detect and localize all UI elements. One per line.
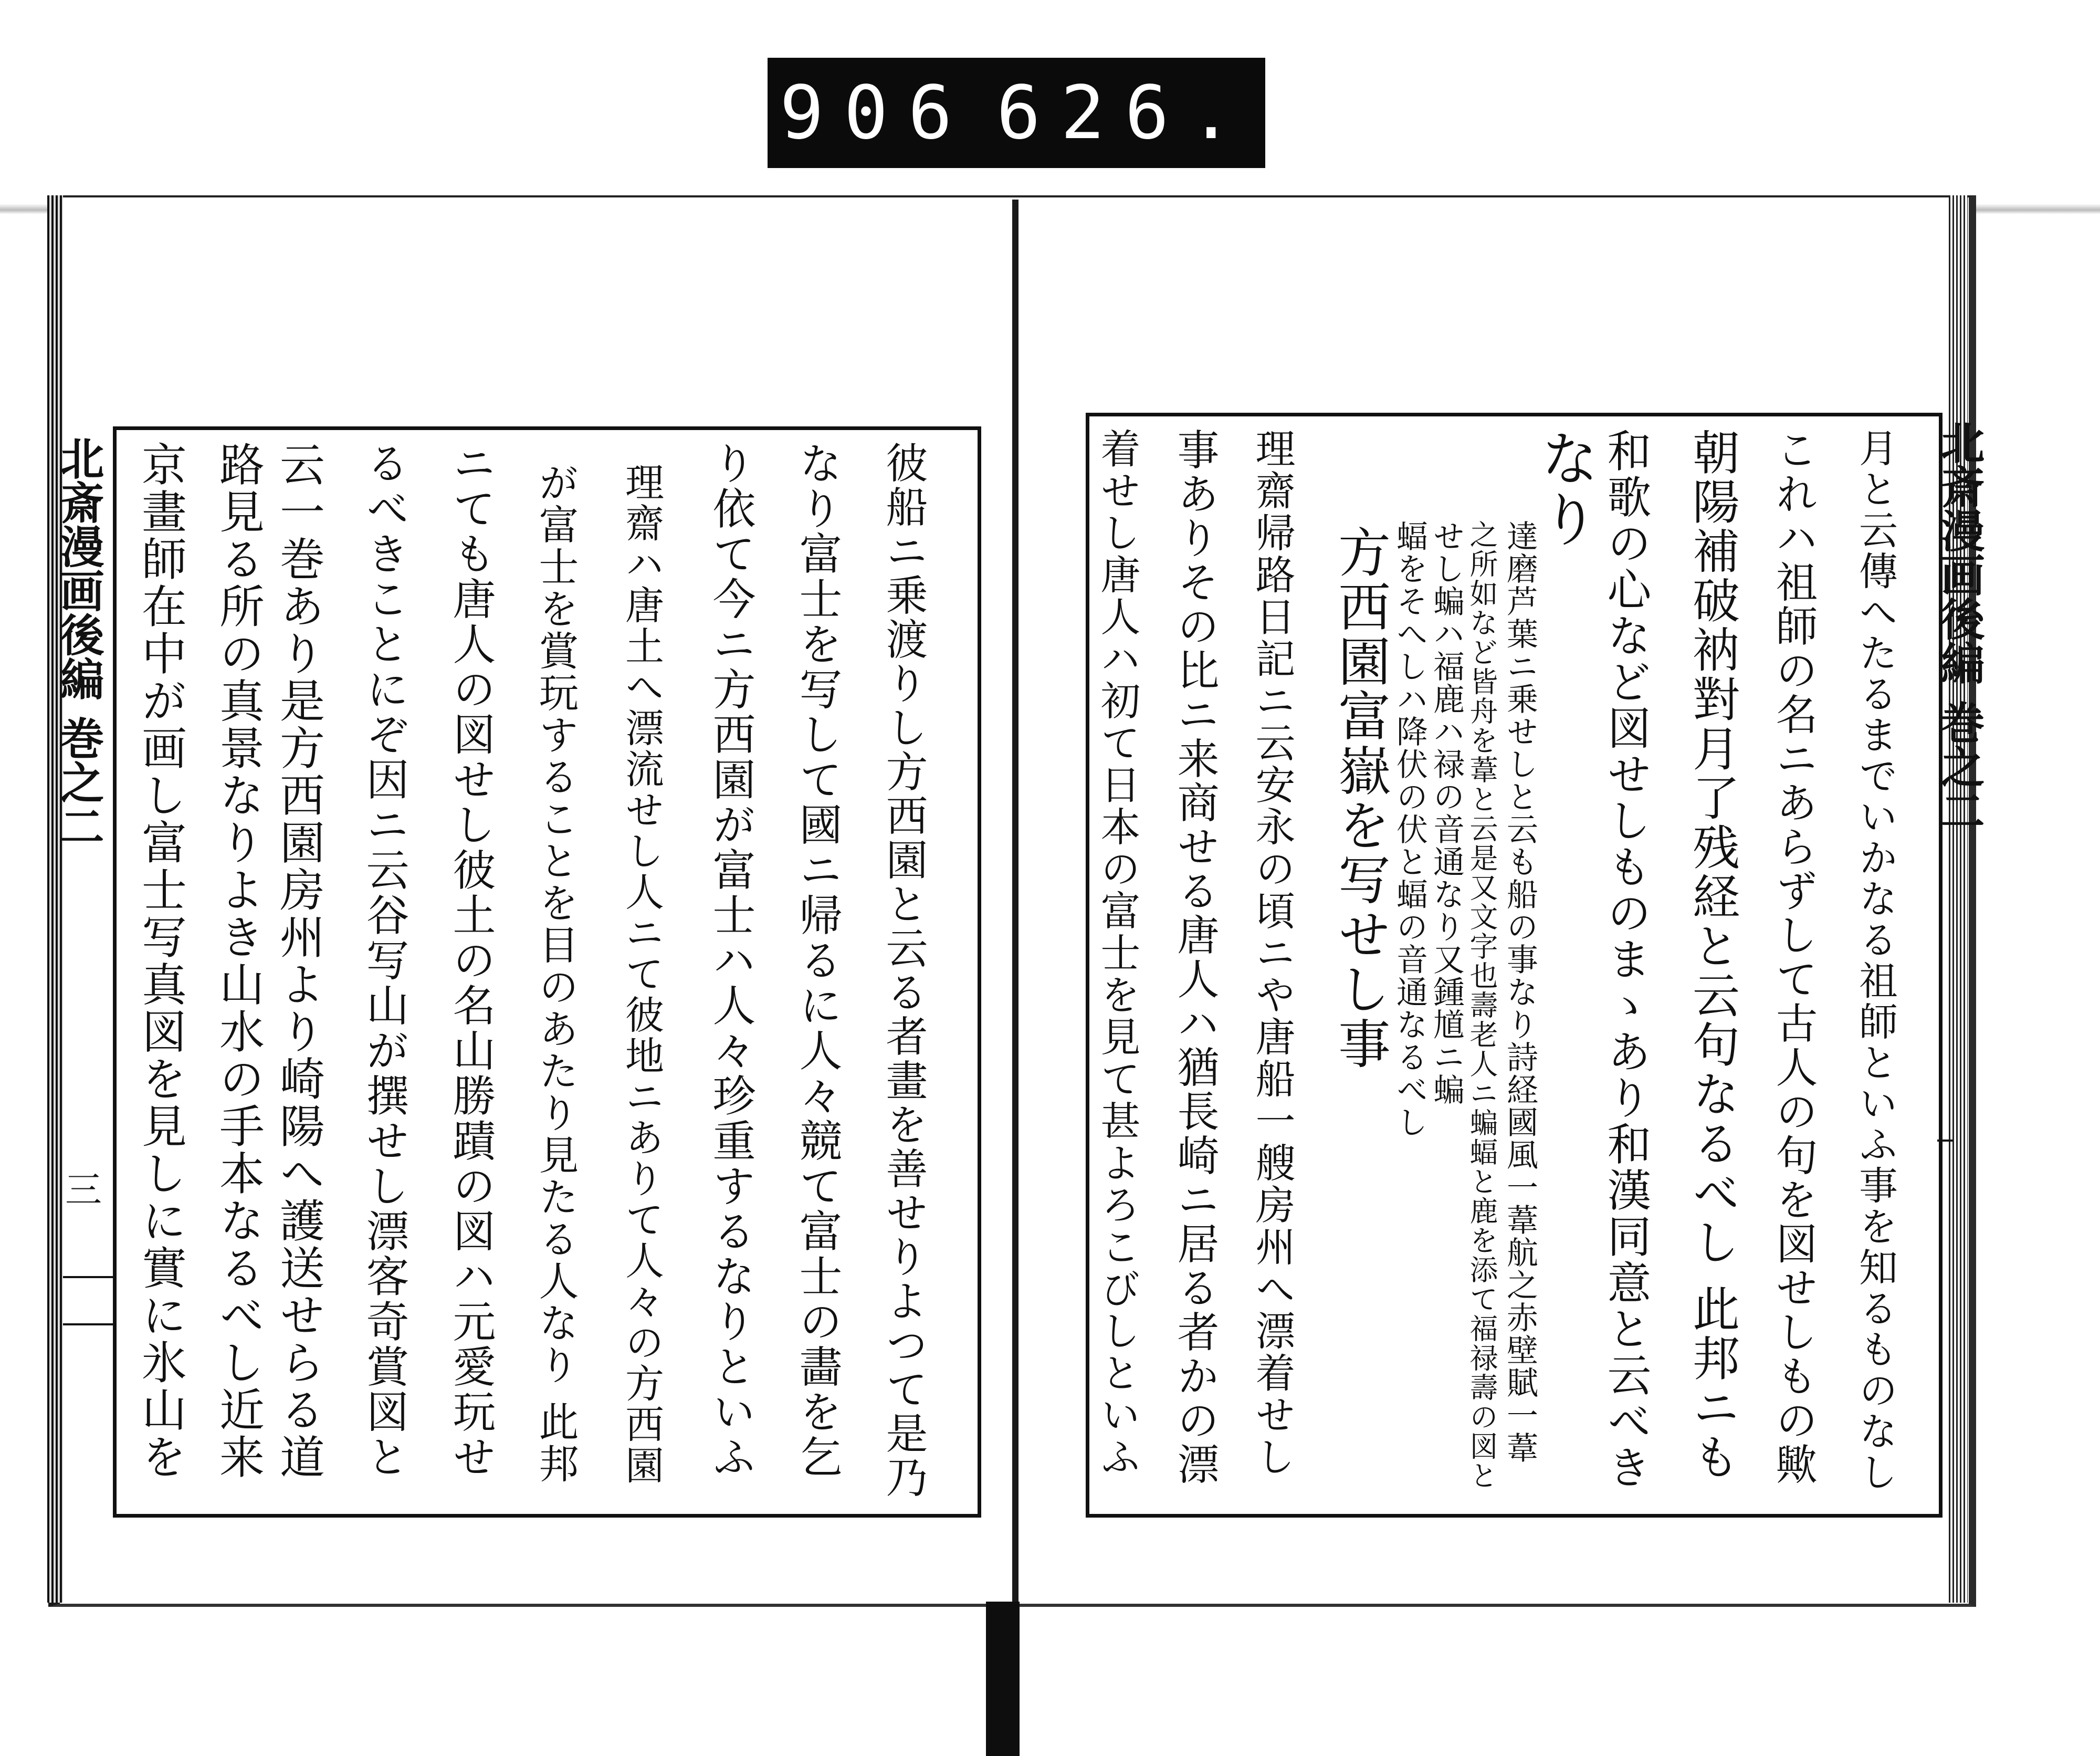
book-gutter [1012,200,1018,1602]
right-col-6: 理齋帰路日記ニ云安永の頃ニや唐船一艘房州へ漂着せし [1249,428,1296,1478]
right-note-4: 蝠をそへしハ降伏の伏と蝠の音通なるべし [1391,520,1428,1138]
right-margin-title: 北斎漫画後編 巻之二 [1934,420,1986,833]
call-number-left: 906 [779,70,972,156]
right-col-7: 事ありその比ニ来商せる唐人ハ猶長崎ニ居る者かの漂 [1170,428,1219,1487]
left-col-1: 彼船ニ乗渡りし方西園と云る者畫を善せりよつて是乃 [879,441,928,1500]
right-note-3: せし蝙ハ福鹿ハ禄の音通なり又鍾馗ニ蝙 [1428,520,1465,1106]
gutter-foot [986,1602,1020,1756]
left-col-6: ニても唐人の図せし彼土の名山勝蹟の図ハ元愛玩せ [446,441,496,1480]
left-folio: 三 [65,1168,102,1211]
left-col-2: なり富士を写して國ニ帰るに人々競て富士の畵を乞 [792,441,842,1480]
right-col-3: 朝陽補破衲對月了残経と云句なるべし 此邦ニも [1684,428,1739,1482]
left-margin-rule-1 [63,1276,113,1278]
right-col-2: これハ祖師の名ニあらずして古人の句を図せしもの歟 [1769,428,1818,1487]
right-col-1: 月と云傳へたるまでいかなる祖師といふ事を知るものなし [1853,428,1898,1493]
left-col-9: 路見る所の真景なりよき山水の手本なるべし近来 [212,441,264,1481]
right-note-1: 達磨芦葉ニ乗せしと云も船の事なり詩経國風一葦航之赤壁賦一葦 [1502,520,1538,1464]
left-col-3: り依て今ニ方西園が富士ハ人々珍重するなりといふ [706,441,755,1480]
left-margin-title: 北斎漫画後編 巻之二 [53,436,105,849]
call-number-label [768,58,1265,168]
left-col-4: 理齋ハ唐土へ漂流せし人ニて彼地ニありて人々の方西園 [619,462,664,1486]
right-col-4: 和歌の心など図せしものまゝあり和漢同意と云べき [1600,428,1652,1491]
left-col-8: 云一巻あり是方西園房州より崎陽へ護送せらる道 [272,441,324,1481]
left-col-5: が富士を賞玩することを目のあたり見たる人なり 此邦 [532,462,579,1486]
right-col-8: 着せし唐人ハ初て日本の富士を見て甚よろこびしといふ [1094,428,1141,1478]
right-note-2: 之所如など皆舟を葦と云是又文字也壽老人ニ蝙蝠と鹿を添て福禄壽の図と [1465,520,1498,1490]
section-heading: 方西園富嶽を写せし事 [1329,525,1391,1071]
right-col-5: なり [1531,428,1599,550]
left-col-7: るべきことにぞ因ニ云谷写山が撰せし漂客奇賞図と [359,441,409,1480]
left-col-10: 京畫師在中が画し富士写真図を見しに實に氷山を [134,441,186,1481]
call-number-right: 626. [996,70,1253,156]
left-margin-rule-2 [63,1323,113,1325]
